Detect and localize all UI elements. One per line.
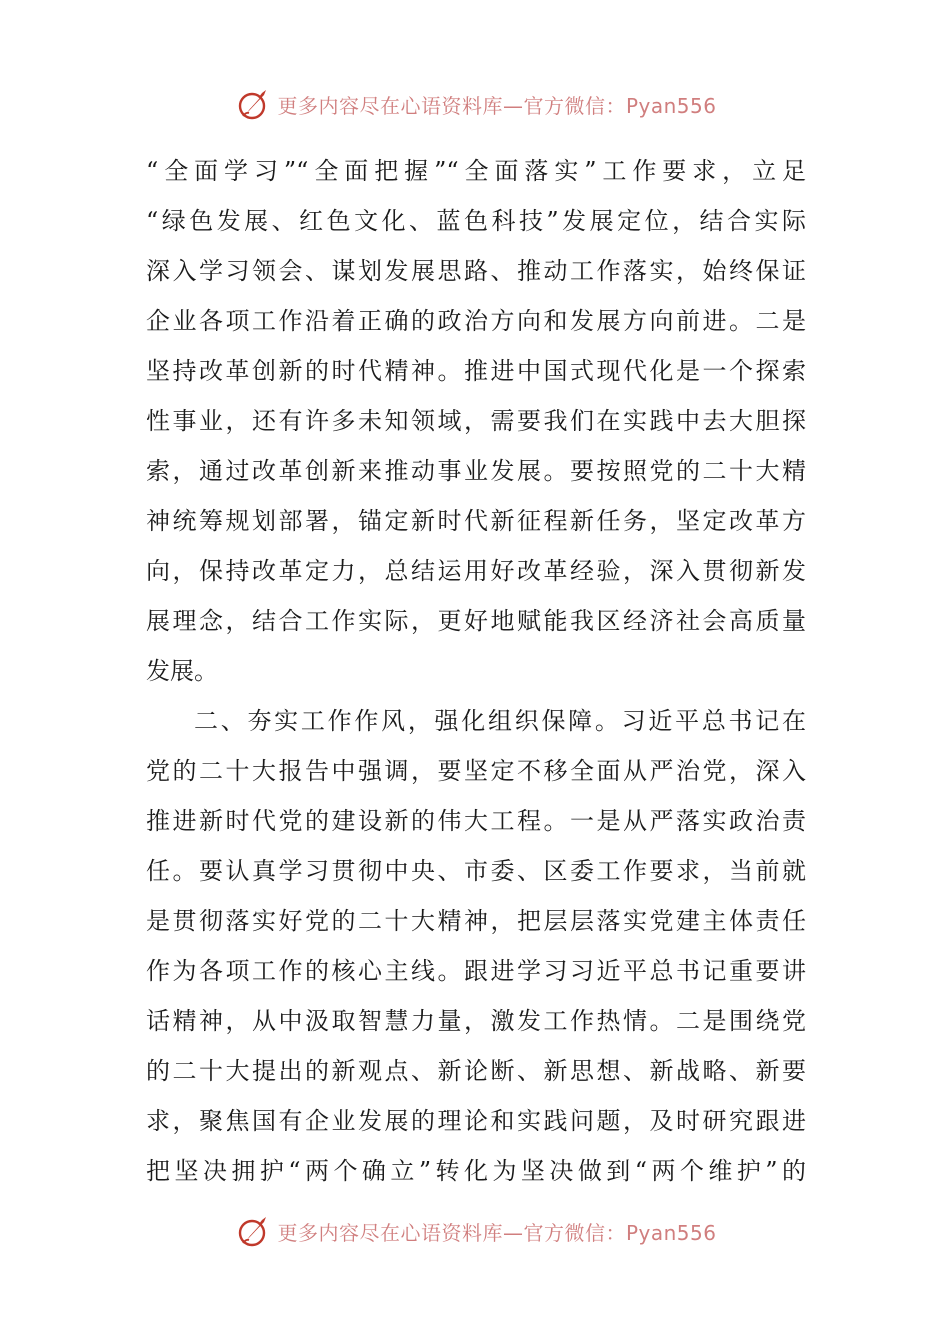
header-banner-text: 更多内容尽在心语资料库—官方微信：Pyan556 — [277, 93, 717, 118]
body-line: 推进新时代党的建设新的伟大工程。一是从严落实政治责 — [146, 807, 806, 835]
body-line: 任。要认真学习贯彻中央、市委、区委工作要求，当前就 — [146, 857, 806, 885]
body-line: 向，保持改革定力，总结运用好改革经验，深入贯彻新发 — [146, 557, 806, 585]
body-line: 性事业，还有许多未知领域，需要我们在实践中去大胆探 — [146, 407, 806, 435]
quill-pen-circle-icon — [237, 1214, 271, 1248]
body-line: 作为各项工作的核心主线。跟进学习习近平总书记重要讲 — [146, 957, 806, 985]
body-line: 神统筹规划部署，锚定新时代新征程新任务，坚定改革方 — [146, 507, 806, 535]
body-line: “全面学习”“全面把握”“全面落实”工作要求，立足 — [146, 157, 806, 185]
quill-pen-circle-icon — [237, 87, 271, 121]
body-line: 展理念，结合工作实际，更好地赋能我区经济社会高质量 — [146, 607, 806, 635]
body-line: 求，聚焦国有企业发展的理论和实践问题，及时研究跟进 — [146, 1107, 806, 1135]
body-line: 的二十大提出的新观点、新论断、新思想、新战略、新要 — [146, 1057, 806, 1085]
body-line: 坚持改革创新的时代精神。推进中国式现代化是一个探索 — [146, 357, 806, 385]
body-line: 话精神，从中汲取智慧力量，激发工作热情。二是围绕党 — [146, 1007, 806, 1035]
body-line: “绿色发展、红色文化、蓝色科技”发展定位，结合实际 — [146, 207, 806, 235]
body-line: 索，通过改革创新来推动事业发展。要按照党的二十大精 — [146, 457, 806, 485]
body-line: 企业各项工作沿着正确的政治方向和发展方向前进。二是 — [146, 307, 806, 335]
body-line: 深入学习领会、谋划发展思路、推动工作落实，始终保证 — [146, 257, 806, 285]
document-body — [146, 146, 806, 1196]
body-line: 发展。 — [146, 657, 218, 685]
footer-banner-text: 更多内容尽在心语资料库—官方微信：Pyan556 — [277, 1220, 717, 1245]
body-line: 是贯彻落实好党的二十大精神，把层层落实党建主体责任 — [146, 907, 806, 935]
body-line: 把坚决拥护“两个确立”转化为坚决做到“两个维护”的 — [146, 1157, 806, 1185]
footer-banner — [0, 1211, 950, 1251]
body-line: 党的二十大报告中强调，要坚定不移全面从严治党，深入 — [146, 757, 806, 785]
header-banner — [0, 84, 950, 124]
paragraph-heading-line: 二、夯实工作作风，强化组织保障。习近平总书记在 — [194, 707, 806, 735]
